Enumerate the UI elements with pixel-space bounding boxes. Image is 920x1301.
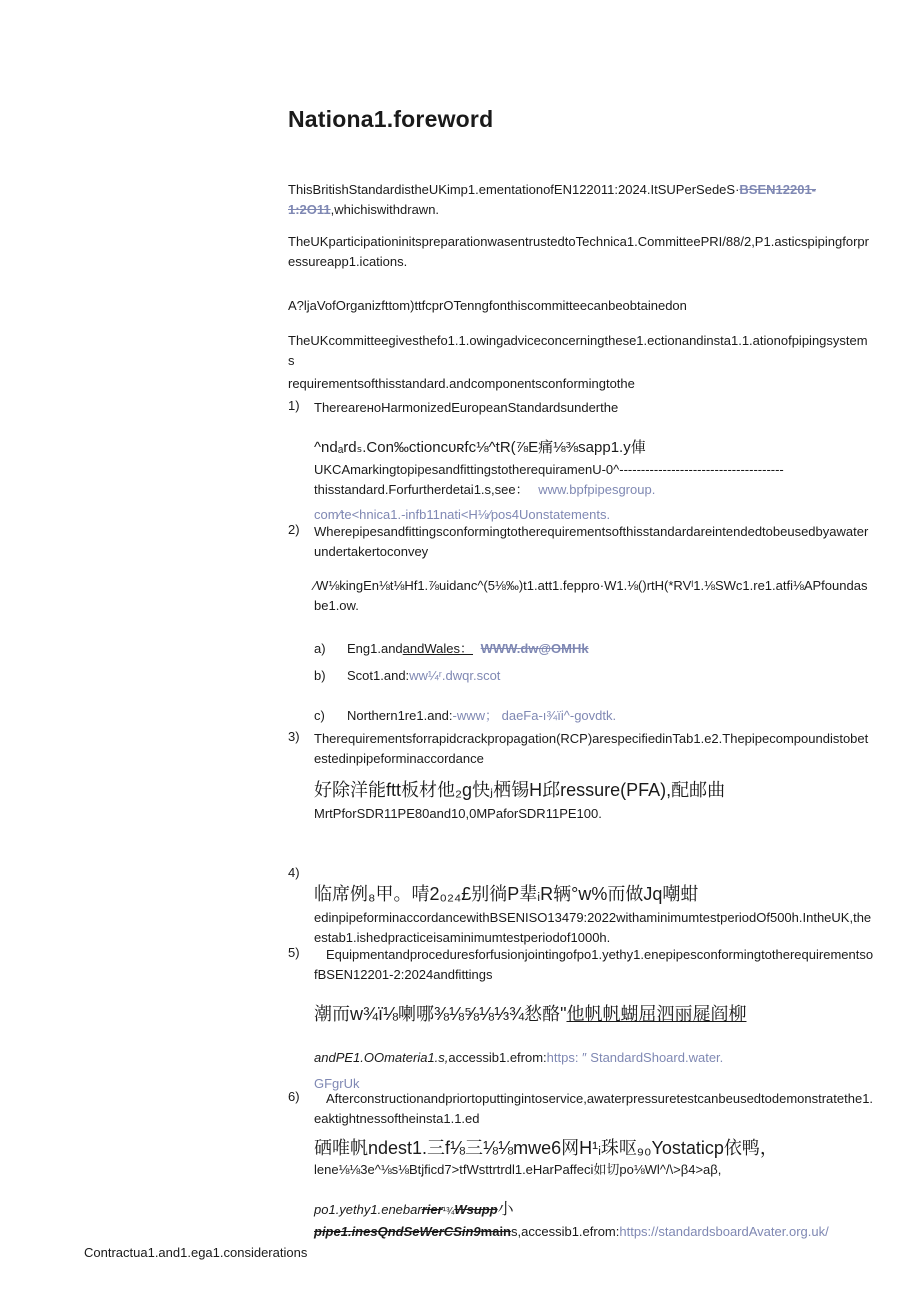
sub-item-c bbox=[347, 706, 616, 726]
item6-line5-part2: Qnd bbox=[377, 1224, 404, 1239]
sub-item-a-label: a) bbox=[314, 641, 326, 656]
item1-line3: UKCAmarkingtopipesandfittingstotherequiramenU-0^-------------------------------------- bbox=[314, 462, 784, 477]
daera-link[interactable]: -www； daeFa-ı¾ïi^-govdtk. bbox=[452, 708, 617, 723]
sub-item-b-label: b) bbox=[314, 668, 326, 683]
item5-line1: Equipmentandproceduresforfusionjointingofpo1.yethy1.enepipesconformingtotherequirementsofBSEN12201-2:2024andfittings bbox=[314, 947, 874, 982]
paragraph-requirements: requirementsofthisstandard.andcomponentsconformingtothe bbox=[288, 376, 635, 391]
sub-item-a bbox=[347, 639, 589, 659]
sub-item-b-text: Scot1.and: bbox=[347, 668, 410, 683]
standards-board-link[interactable]: https: ″ StandardShoard.water. bbox=[546, 1050, 724, 1065]
item6-line5-part5: s,accessib1.efrom: bbox=[511, 1224, 620, 1239]
paragraph-advice: TheUKcommitteegivesthefo1.1.owingadviceconcerningthese1.ectionandinsta1.1.ationofpipingsystems bbox=[288, 333, 868, 368]
item1-line4 bbox=[314, 480, 655, 500]
item1-line2: ^ndₐrdₛ.Con‰ctionᴄᴜʀfc⅛^tR(⅞E痛⅛⅜sapp1.y俥 bbox=[314, 439, 646, 456]
list-number-5: 5) bbox=[288, 945, 300, 960]
item5-line3 bbox=[314, 1048, 723, 1068]
item5-accessible-text: accessib1.efrom: bbox=[448, 1050, 547, 1065]
item1-line1: ThereareноHarmonizedEuropeanStandardsunderthe bbox=[314, 400, 619, 415]
list-number-2: 2) bbox=[288, 522, 300, 537]
dwqr-link[interactable]: ww¼ʳ.dwqr.scot bbox=[409, 668, 501, 683]
paragraph-organizations: A?ljaVofOrganizfttom)ttfcprOTenngfonthiscommitteecanbeobtainedon bbox=[288, 298, 687, 313]
list-number-6: 6) bbox=[288, 1089, 300, 1104]
item6-line4-part4: Wsupp bbox=[454, 1202, 498, 1217]
item4-line1: 临席例₈甲。啨2₀₂₄£别徜P辈ᵢR辆°w%而做Jq嘲蚶 bbox=[314, 884, 699, 904]
item5-materials-text: andPE1.OOmateria1.s, bbox=[314, 1050, 449, 1065]
item3-line2: 好除洋能ftt板材他₂g快ⱼ栖锡H邱ressure(PFA),配邮曲 bbox=[314, 780, 726, 800]
item3-line3: MrtPforSDR11PE80and10,0MPaforSDR11PE100. bbox=[314, 806, 602, 821]
item6-line2: 硒唯帆ndest1.三f⅛三⅛⅛mwe6网H¹ᵢ珠呕₉₀Yostaticp依鸭， bbox=[314, 1138, 778, 1158]
superseded-standard-link-cont[interactable]: 1:2O11 bbox=[288, 202, 331, 217]
item5-line2-part1: 潮而w¾ï⅛喇哪⅜⅛⅝⅛⅓¾悐酪" bbox=[314, 1004, 567, 1024]
item1-see-text: thisstandard.Forfurtherdetai1.s,see： bbox=[314, 482, 529, 497]
standards-board-link-cont[interactable]: GFgrUk bbox=[314, 1076, 360, 1091]
item5-line2 bbox=[314, 1004, 746, 1024]
item6-line4-part1: po1.yethy1.enebar bbox=[314, 1202, 422, 1217]
item6-line5-part1: pipe1.ines bbox=[314, 1224, 378, 1239]
item6-line5 bbox=[314, 1222, 829, 1242]
section-heading-contractual: Contractua1.and1.ega1.considerations bbox=[84, 1245, 308, 1260]
sub-item-c-text: Northern1re1.and: bbox=[347, 708, 453, 723]
list-number-4: 4) bbox=[288, 865, 300, 880]
standards-board-water-link[interactable]: https://standardsboardAvater.org.uk/ bbox=[619, 1224, 829, 1239]
list-number-3: 3) bbox=[288, 729, 300, 744]
bpf-pipes-link[interactable]: www.bpfpipesgroup. bbox=[538, 482, 656, 497]
page-title: Nationa1.foreword bbox=[288, 106, 494, 132]
item6-line5-part4: main bbox=[480, 1224, 511, 1239]
paragraph-participation: TheUKparticipationinitspreparationwasentrustedtoTechnica1.CommitteePRI/88/2,P1.asticspipingforpressureapp1.ications. bbox=[288, 234, 869, 269]
bpf-pipes-link-cont[interactable]: com⁄te<hnica1.-infb11nati<H⅛⁄pos4Uonstatements. bbox=[314, 507, 611, 522]
item6-line5-part3: SeWerCSin9 bbox=[403, 1224, 481, 1239]
item6-line4 bbox=[314, 1200, 514, 1222]
item5-line2-part2: 他帆帆蝴屈泗丽屣阎柳 bbox=[566, 1004, 747, 1024]
item6-line4-part5: 小 bbox=[497, 1201, 514, 1218]
dwi-link[interactable]: WWW.dw@OMHk bbox=[480, 641, 589, 656]
item6-line1: Afterconstructionandpriortoputtingintoservice,awaterpressuretestcanbeusedtodemonstratethe1.eaktightnessoftheinsta1.1.ed bbox=[314, 1091, 874, 1126]
item6-line4-part2: rier bbox=[421, 1202, 443, 1217]
item2-line1: Wherepipesandfittingsconformingtotherequirementsofthisstandardareintendedtobeusedbyawaterundertakertoconvey bbox=[314, 524, 869, 559]
paragraph-tail: ,whichiswithdrawn. bbox=[330, 202, 440, 217]
sub-item-a-underlined: andWales： bbox=[402, 641, 473, 656]
item4-line2: edinpipeforminaccordancewithBSENISO13479:2022withaminimumtestperiodOf500h.IntheUK,theestab1.ishedpracticeisaminimumtestperiodof1000h. bbox=[314, 910, 872, 945]
sub-item-a-text: Eng1.and bbox=[347, 641, 403, 656]
paragraph-text: ThisBritishStandardistheUKimp1.ementationofEN122011:2024.ItSUPerSedeS· bbox=[288, 182, 740, 197]
item3-line1: Therequirementsforrapidcrackpropagation(RCP)arespecifiedinTab1.e2.Thepipecompoundistobetestedinpipeforminaccordance bbox=[314, 731, 869, 766]
superseded-standard-link[interactable]: BSEN12201- bbox=[739, 182, 817, 197]
item2-line2: ⁄W⅛kingEn⅛t⅛Hf1.⅞uidanc^(5⅛‰)t1.att1.feppro·W1.⅛()rtH(*RVˡ1.⅛SWc1.re1.atfi⅛APfoundasbe1.ow. bbox=[314, 578, 868, 613]
sub-item-b bbox=[347, 666, 500, 686]
paragraph-supersedes bbox=[288, 180, 874, 220]
list-number-1: 1) bbox=[288, 398, 300, 413]
item6-line3: lene⅛⅛3e^⅛s⅛Btjficd7>tfWsttrtrdl1.eHarPaffeci如切po⅛Wl^/\>β4>aβ, bbox=[314, 1162, 722, 1177]
sub-item-c-label: c) bbox=[314, 708, 325, 723]
item6-line4-part3: ¹¾ bbox=[442, 1206, 455, 1217]
